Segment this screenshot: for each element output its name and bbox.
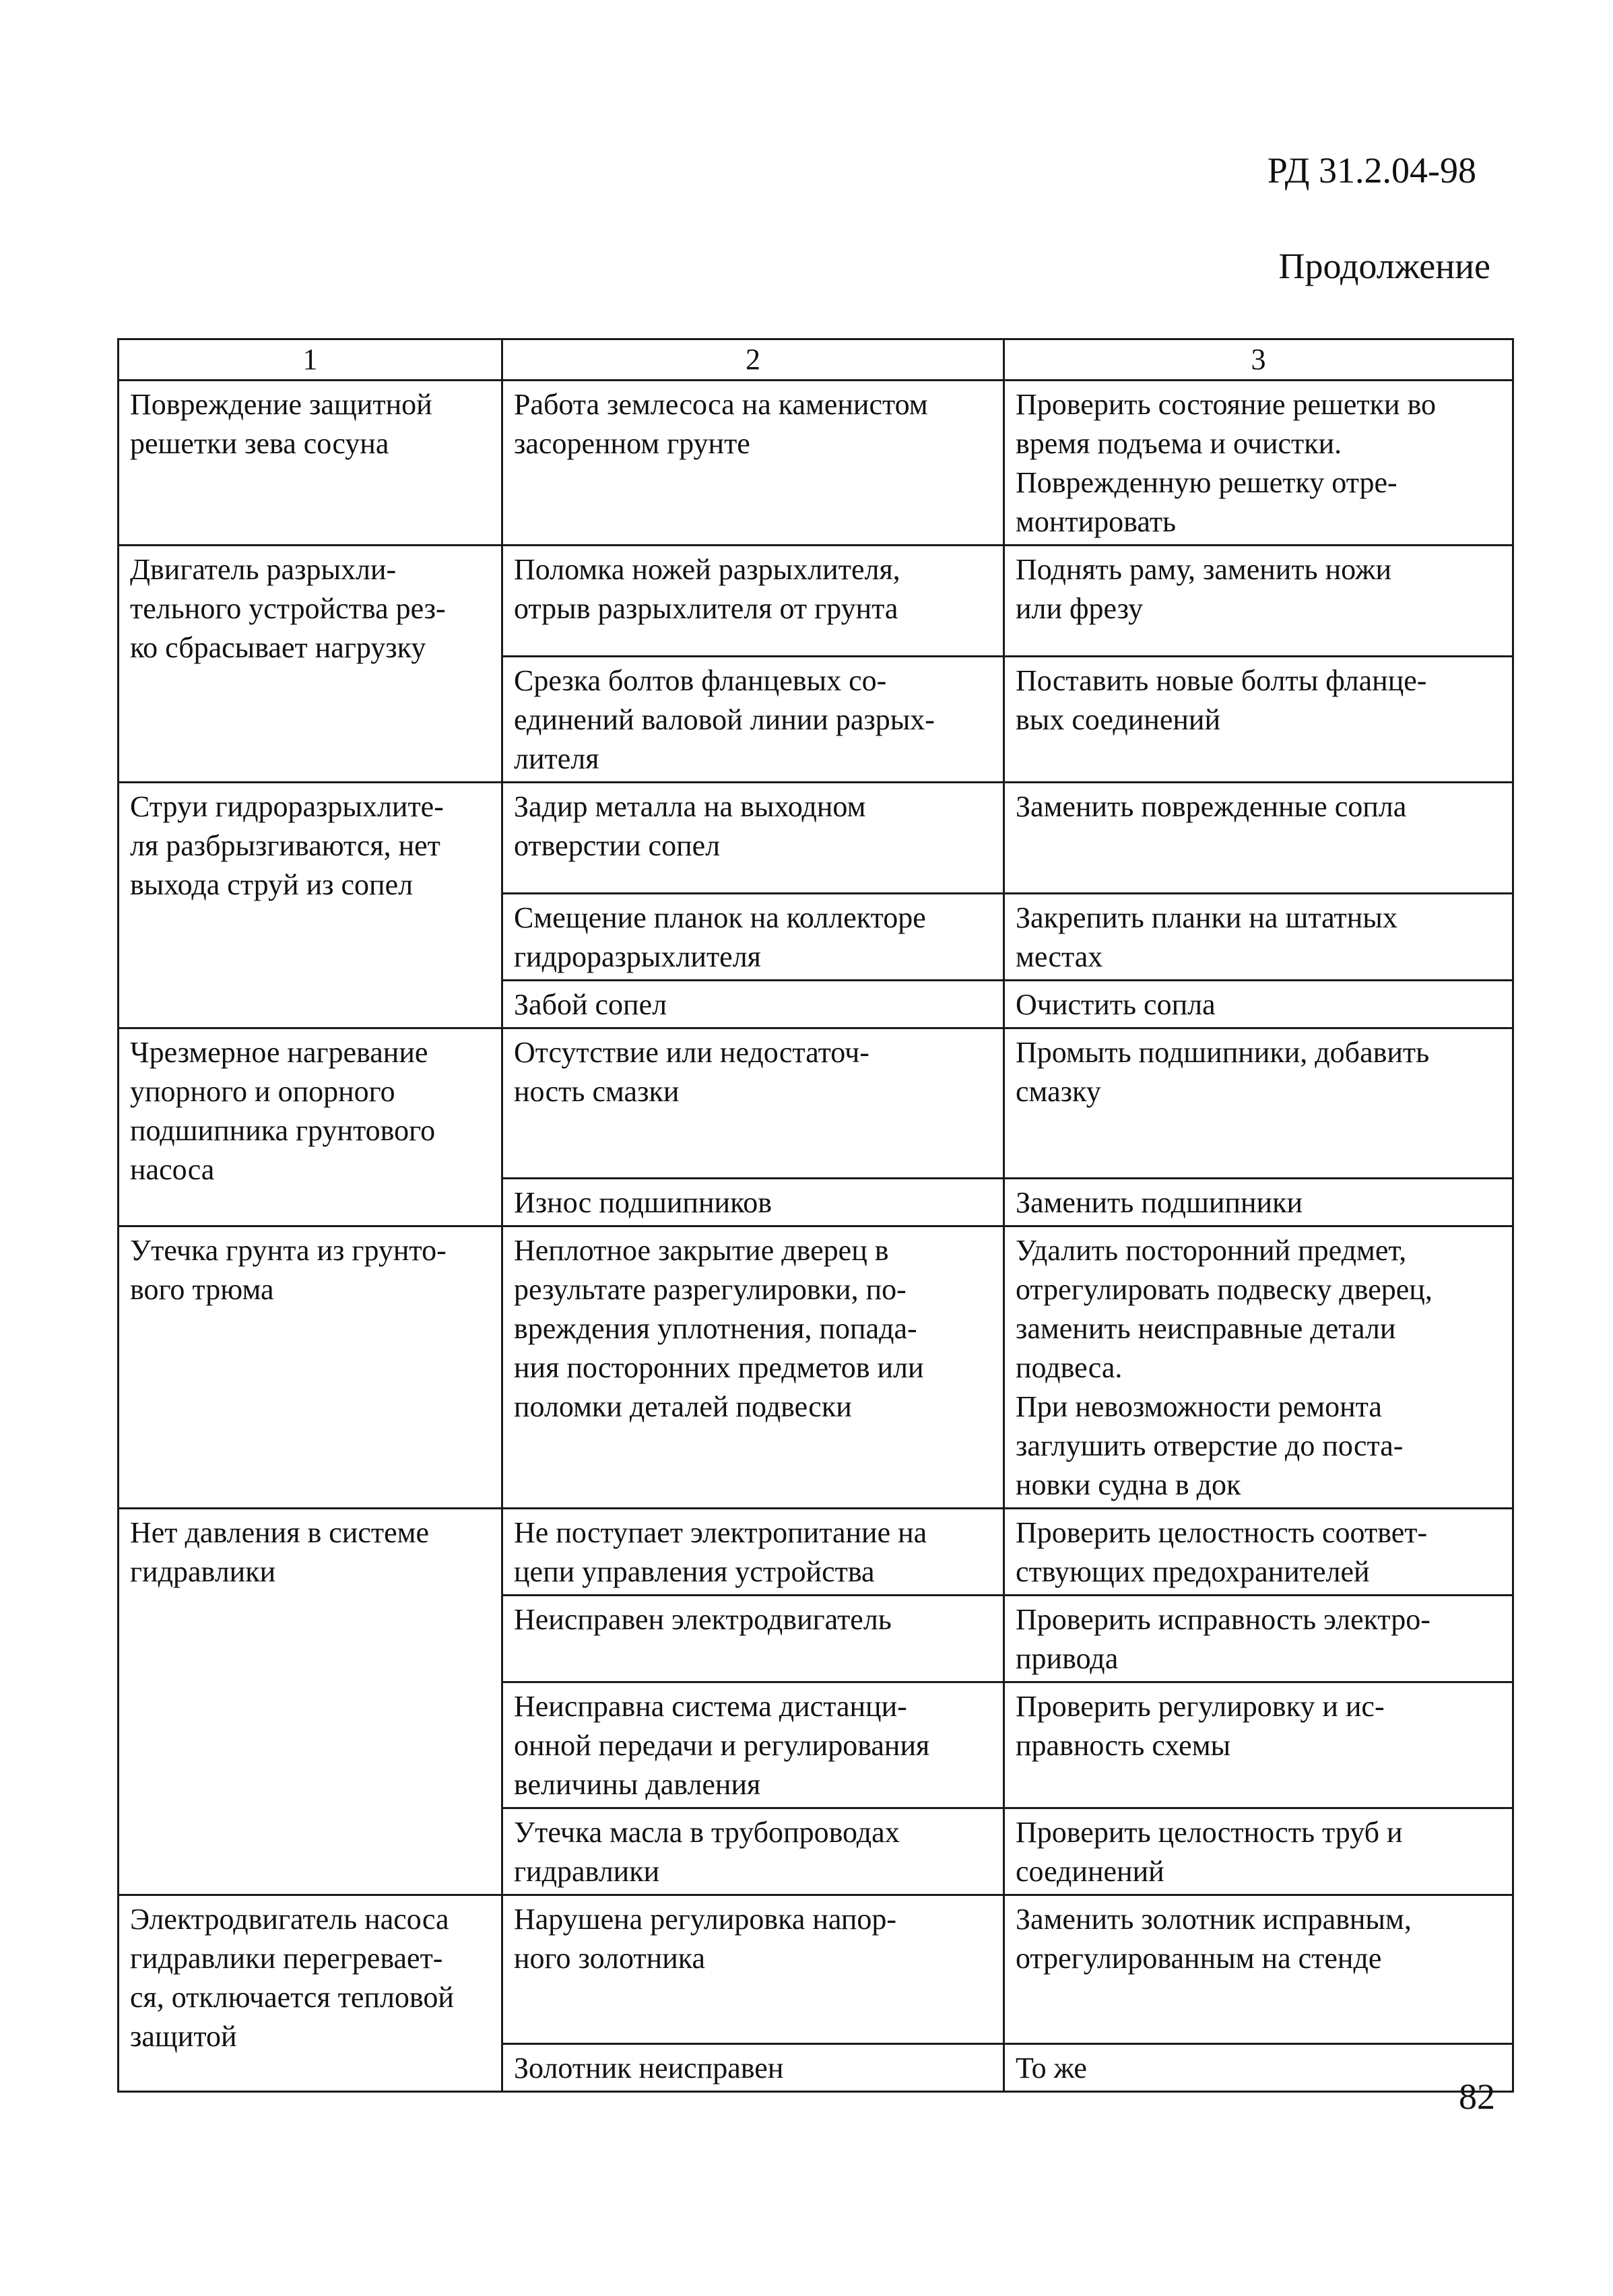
defect-cell: Повреждение защитной решетки зева сосуна — [119, 381, 502, 546]
defect-cell: Чрезмерное нагревание упорного и опорного подшипника грунтового насоса — [119, 1028, 502, 1226]
defect-cell: Электродвигатель насоса гидравлики перегревает- ся, отключается тепловой защитой — [119, 1895, 502, 2092]
table-row — [119, 783, 1513, 894]
defect-cell: Нет давления в системе гидравлики — [119, 1509, 502, 1895]
table-row — [119, 1226, 1513, 1509]
remedy-cell: Закрепить планки на штатных местах — [1004, 894, 1513, 981]
cause-cell: Работа землесоса на каменистом засоренном грунте — [502, 381, 1004, 546]
cause-cell: Срезка болтов фланцевых со- единений валовой линии разрых- лителя — [502, 657, 1004, 783]
remedy-cell: Промыть подшипники, добавить смазку — [1004, 1028, 1513, 1179]
remedy-cell: Заменить золотник исправным, отрегулированным на стенде — [1004, 1895, 1513, 2044]
page-number: 82 — [1459, 2076, 1495, 2117]
cause-cell: Поломка ножей разрыхлителя, отрыв разрыхлителя от грунта — [502, 546, 1004, 657]
table-row — [119, 381, 1513, 546]
remedy-cell: Проверить целостность соответ- ствующих предохранителей — [1004, 1509, 1513, 1596]
cause-cell: Не поступает электропитание на цепи управления устройства — [502, 1509, 1004, 1596]
defect-cell: Струи гидроразрыхлите- ля разбрызгиваются, нет выхода струй из сопел — [119, 783, 502, 1028]
cause-cell: Забой сопел — [502, 981, 1004, 1028]
remedy-cell: Удалить посторонний предмет, отрегулировать подвеску дверец, заменить неисправные детали подвеса. При невозможности ремонта заглушить отверстие до поста- новки судна в док — [1004, 1226, 1513, 1509]
column-header: 3 — [1004, 339, 1513, 381]
cause-cell: Нарушена регулировка напор- ного золотника — [502, 1895, 1004, 2044]
table-row — [119, 1028, 1513, 1179]
cause-cell: Износ подшипников — [502, 1179, 1004, 1226]
cause-cell: Неплотное закрытие дверец в результате разрегулировки, по- вреждения уплотнения, попада- ния посторонних предметов или поломки деталей подвески — [502, 1226, 1004, 1509]
table-row — [119, 1509, 1513, 1596]
cause-cell: Неисправен электродвигатель — [502, 1596, 1004, 1682]
remedy-cell: Проверить состояние решетки во время подъема и очистки. Поврежденную решетку отре- монтировать — [1004, 381, 1513, 546]
cause-cell: Золотник неисправен — [502, 2044, 1004, 2092]
cause-cell: Отсутствие или недостаточ- ность смазки — [502, 1028, 1004, 1179]
remedy-cell: Поставить новые болты фланце- вых соединений — [1004, 657, 1513, 783]
table-row — [119, 1895, 1513, 2044]
cause-cell: Смещение планок на коллекторе гидроразрыхлителя — [502, 894, 1004, 981]
table-body — [119, 381, 1513, 2092]
column-header: 2 — [502, 339, 1004, 381]
column-header: 1 — [119, 339, 502, 381]
cause-cell: Неисправна система дистанци- онной передачи и регулирования величины давления — [502, 1682, 1004, 1808]
table-row — [119, 546, 1513, 657]
remedy-cell: Заменить поврежденные сопла — [1004, 783, 1513, 894]
remedy-cell: Очистить сопла — [1004, 981, 1513, 1028]
cause-cell: Утечка масла в трубопроводах гидравлики — [502, 1808, 1004, 1895]
remedy-cell: Проверить исправность электро- привода — [1004, 1596, 1513, 1682]
document-code: РД 31.2.04-98 — [1267, 150, 1476, 191]
remedy-cell: Поднять раму, заменить ножи или фрезу — [1004, 546, 1513, 657]
remedy-cell: Проверить целостность труб и соединений — [1004, 1808, 1513, 1895]
remedy-cell: Проверить регулировку и ис- правность схемы — [1004, 1682, 1513, 1808]
remedy-cell: Заменить подшипники — [1004, 1179, 1513, 1226]
defect-cell: Утечка грунта из грунто- вого трюма — [119, 1226, 502, 1509]
defects-table — [117, 338, 1514, 2093]
remedy-cell: То же — [1004, 2044, 1513, 2092]
defect-cell: Двигатель разрыхли- тельного устройства рез- ко сбрасывает нагрузку — [119, 546, 502, 783]
table-header-row — [119, 339, 1513, 381]
cause-cell: Задир металла на выходном отверстии сопел — [502, 783, 1004, 894]
continuation-label: Продолжение — [1278, 246, 1490, 286]
